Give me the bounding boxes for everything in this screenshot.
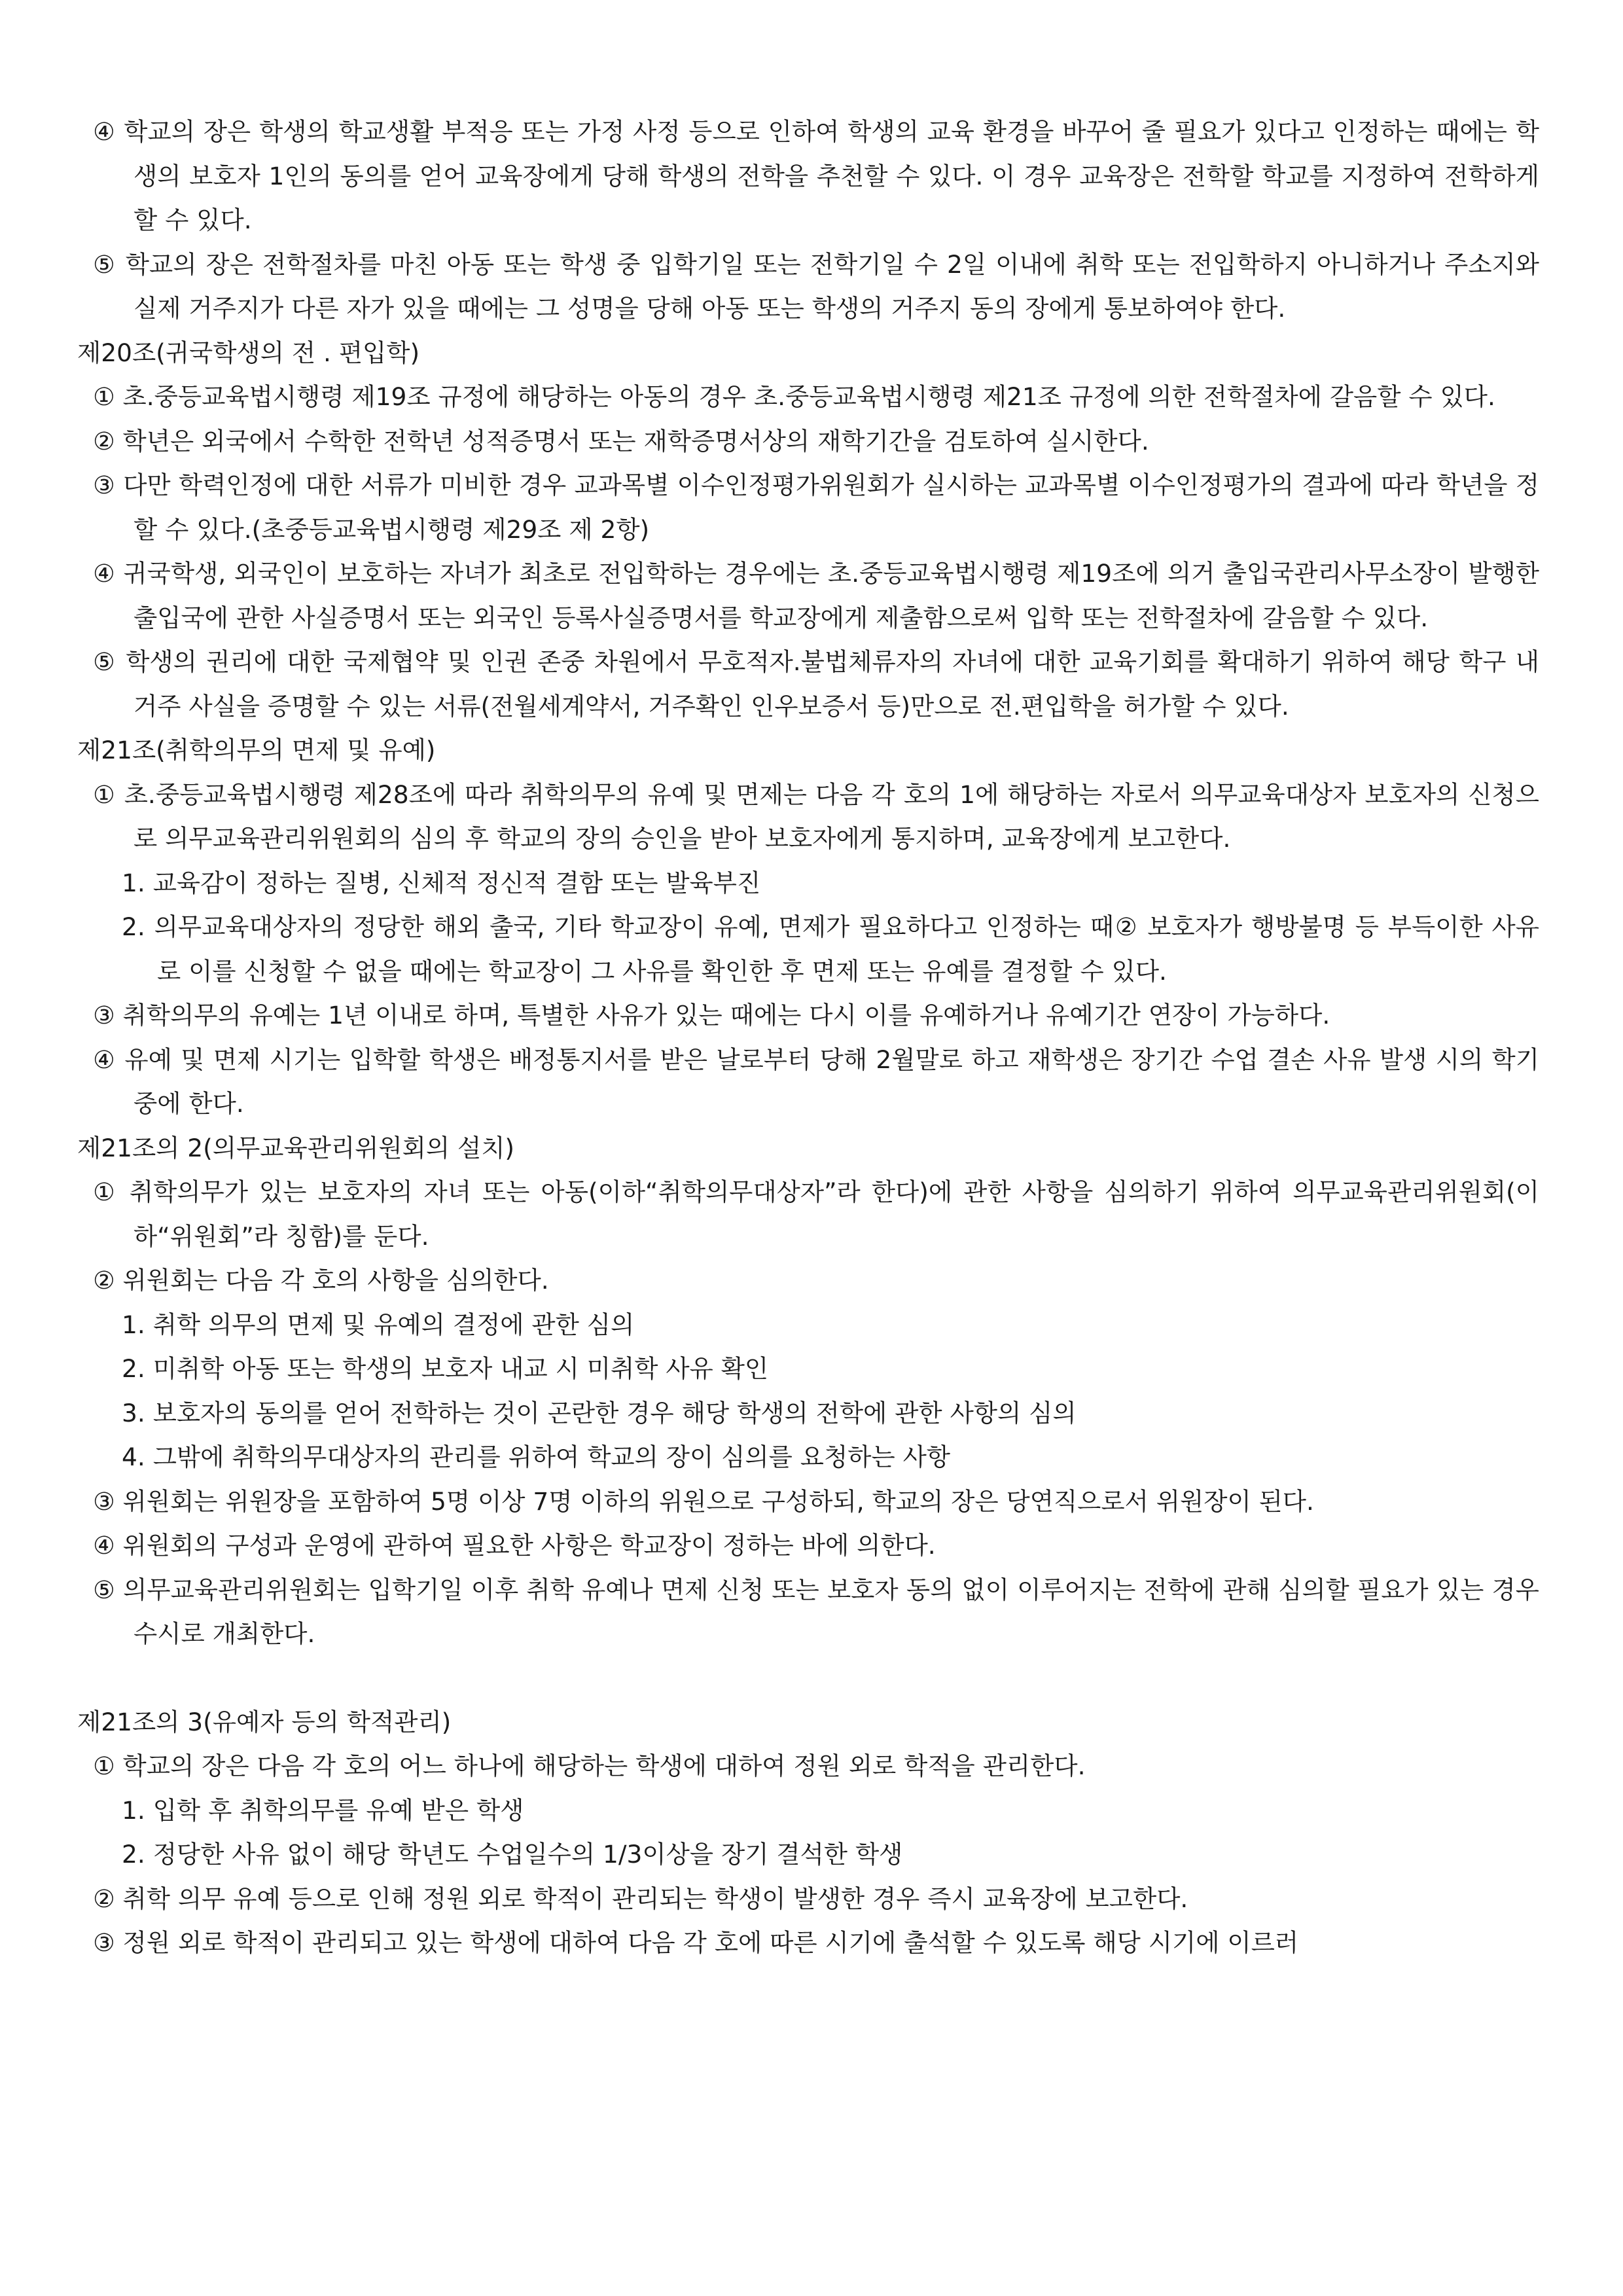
article-heading: 제20조(귀국학생의 전 . 편입학) <box>77 338 420 367</box>
paragraph: ① 초.중등교육법시행령 제19조 규정에 해당하는 아동의 경우 초.중등교육법시행령 제21조 규정에 의한 전학절차에 갈음할 수 있다. <box>93 382 1495 411</box>
list-item: 2. 미취학 아동 또는 학생의 보호자 내교 시 미취학 사유 확인 <box>122 1354 769 1383</box>
paragraph: ① 초.중등교육법시행령 제28조에 따라 취학의무의 유예 및 면제는 다음 각 호의 1에 해당하는 자로서 의무교육대상자 보호자의 신청으로 의무교육관리위원회의 심의 후 학교의 장의 승인을 받아 보호자에게 통지하며, 교육장에게 보고한다. <box>93 780 1539 853</box>
paragraph: ⑤ 학교의 장은 전학절차를 마친 아동 또는 학생 중 입학기일 또는 전학기일 수 2일 이내에 취학 또는 전입학하지 아니하거나 주소지와 실제 거주지가 다른 자가 있을 때에는 그 성명을 당해 아동 또는 학생의 거주지 동의 장에게 통보하여야 한다. <box>93 249 1539 323</box>
list-item: 1. 취학 의무의 면제 및 유예의 결정에 관한 심의 <box>122 1310 635 1339</box>
list-item: 3. 보호자의 동의를 얻어 전학하는 것이 곤란한 경우 해당 학생의 전학에 관한 사항의 심의 <box>122 1398 1077 1427</box>
paragraph: ⑤ 학생의 권리에 대한 국제협약 및 인권 존중 차원에서 무호적자.불법체류자의 자녀에 대한 교육기회를 확대하기 위하여 해당 학구 내 거주 사실을 증명할 수 있는 서류(전월세계약서, 거주확인 인우보증서 등)만으로 전.편입학을 허가할 수 있다. <box>93 647 1539 721</box>
list-item: 1. 교육감이 정하는 질병, 신체적 정신적 결함 또는 발육부진 <box>122 868 761 897</box>
spacer <box>77 1657 1539 1700</box>
paragraph: ① 취학의무가 있는 보호자의 자녀 또는 아동(이하“취학의무대상자”라 한다)에 관한 사항을 심의하기 위하여 의무교육관리위원회(이하“위원회”라 칭함)를 둔다. <box>93 1177 1539 1251</box>
paragraph: ④ 위원회의 구성과 운영에 관하여 필요한 사항은 학교장이 정하는 바에 의한다. <box>93 1531 936 1560</box>
paragraph: ③ 정원 외로 학적이 관리되고 있는 학생에 대하여 다음 각 호에 따른 시기에 출석할 수 있도록 해당 시기에 이르러 <box>93 1928 1299 1957</box>
paragraph: ③ 위원회는 위원장을 포함하여 5명 이상 7명 이하의 위원으로 구성하되, 학교의 장은 당연직으로서 위원장이 된다. <box>93 1486 1314 1516</box>
paragraph: ⑤ 의무교육관리위원회는 입학기일 이후 취학 유예나 면제 신청 또는 보호자 동의 없이 이루어지는 전학에 관해 심의할 필요가 있는 경우 수시로 개최한다. <box>93 1575 1539 1648</box>
paragraph: ④ 귀국학생, 외국인이 보호하는 자녀가 최초로 전입학하는 경우에는 초.중등교육법시행령 제19조에 의거 출입국관리사무소장이 발행한 출입국에 관한 사실증명서 또는 외국인 등록사실증명서를 학교장에게 제출함으로써 입학 또는 전학절차에 갈음할 수 있다. <box>93 559 1539 632</box>
paragraph: ① 학교의 장은 다음 각 호의 어느 하나에 해당하는 학생에 대하여 정원 외로 학적을 관리한다. <box>93 1751 1086 1780</box>
paragraph: ③ 취학의무의 유예는 1년 이내로 하며, 특별한 사유가 있는 때에는 다시 이를 유예하거나 유예기간 연장이 가능하다. <box>93 1001 1330 1030</box>
list-item: 4. 그밖에 취학의무대상자의 관리를 위하여 학교의 장이 심의를 요청하는 사항 <box>122 1443 951 1471</box>
paragraph: ④ 학교의 장은 학생의 학교생활 부적응 또는 가정 사정 등으로 인하여 학생의 교육 환경을 바꾸어 줄 필요가 있다고 인정하는 때에는 학생의 보호자 1인의 동의를 얻어 교육장에게 당해 학생의 전학을 추천할 수 있다. 이 경우 교육장은 전학할 학교를 지정하여 전학하게 할 수 있다. <box>93 117 1539 234</box>
list-item: 2. 정당한 사유 없이 해당 학년도 수업일수의 1/3이상을 장기 결석한 학생 <box>122 1840 903 1869</box>
paragraph: ④ 유예 및 면제 시기는 입학할 학생은 배정통지서를 받은 날로부터 당해 2월말로 하고 재학생은 장기간 수업 결손 사유 발생 시의 학기 중에 한다. <box>93 1045 1539 1118</box>
paragraph: ③ 다만 학력인정에 대한 서류가 미비한 경우 교과목별 이수인정평가위원회가 실시하는 교과목별 이수인정평가의 결과에 따라 학년을 정할 수 있다.(초중등교육법시행령 제29조 제 2항) <box>93 471 1539 544</box>
article-heading: 제21조의 3(유예자 등의 학적관리) <box>77 1707 452 1736</box>
document-page <box>77 110 1539 1965</box>
article-heading: 제21조(취학의무의 면제 및 유예) <box>77 736 436 764</box>
paragraph: ② 취학 의무 유예 등으로 인해 정원 외로 학적이 관리되는 학생이 발생한 경우 즉시 교육장에 보고한다. <box>93 1884 1188 1913</box>
list-item: 1. 입학 후 취학의무를 유예 받은 학생 <box>122 1795 524 1825</box>
list-item: 2. 의무교육대상자의 정당한 해외 출국, 기타 학교장이 유예, 면제가 필요하다고 인정하는 때② 보호자가 행방불명 등 부득이한 사유로 이를 신청할 수 없을 때에는 학교장이 그 사유를 확인한 후 면제 또는 유예를 결정할 수 있다. <box>122 912 1539 986</box>
article-heading: 제21조의 2(의무교육관리위원회의 설치) <box>77 1133 515 1162</box>
paragraph: ② 학년은 외국에서 수학한 전학년 성적증명서 또는 재학증명서상의 재학기간을 검토하여 실시한다. <box>93 426 1149 456</box>
paragraph: ② 위원회는 다음 각 호의 사항을 심의한다. <box>93 1266 549 1295</box>
